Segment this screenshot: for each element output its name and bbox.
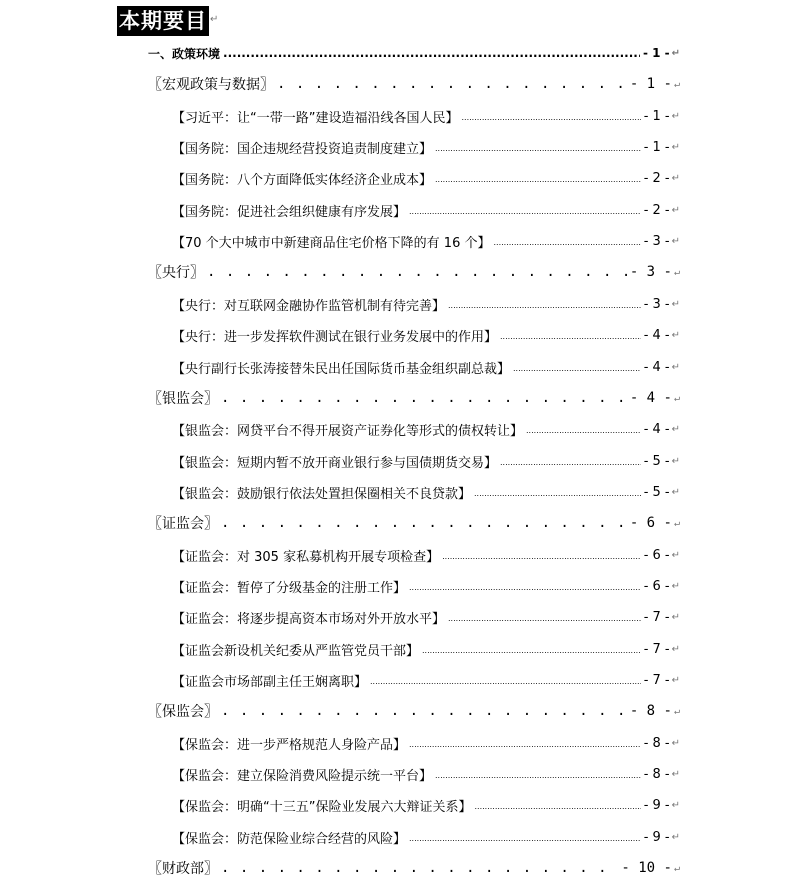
toc-page-number: - 6 - [643, 547, 670, 563]
toc-entry[interactable] [172, 606, 680, 628]
page-title: 本期要目 [117, 6, 209, 36]
dot-leader [409, 830, 641, 845]
paragraph-mark: ↵ [673, 78, 680, 90]
toc-section[interactable] [148, 700, 680, 722]
dot-leader [500, 328, 641, 343]
paragraph-mark: ↵ [671, 172, 680, 184]
toc-page-number: - 1 - [643, 139, 670, 155]
paragraph-mark: ↵ [671, 768, 680, 780]
toc-entry[interactable] [172, 199, 680, 221]
paragraph-mark: ↵ [671, 204, 680, 216]
paragraph-mark: ↵ [210, 14, 219, 25]
toc-page-number: - 3 - [643, 233, 670, 249]
toc-label: 【70 个大中城市中新建商品住宅价格下降的有 16 个】 [172, 235, 491, 251]
dot-leader [435, 171, 641, 186]
toc-page-number: - 10 - [621, 860, 672, 876]
dot-leader [221, 515, 627, 531]
toc-label: 【习近平：让“一带一路”建设造福沿线各国人民】 [172, 110, 459, 126]
paragraph-mark: ↵ [671, 141, 680, 153]
toc-page-number: - 8 - [629, 703, 672, 719]
toc-section[interactable] [148, 73, 680, 95]
toc-page-number: - 4 - [643, 421, 670, 437]
paragraph-mark: ↵ [673, 705, 680, 717]
toc-label: 【保监会：进一步严格规范人身险产品】 [172, 737, 407, 753]
toc-entry[interactable] [172, 324, 680, 346]
toc-page-number: - 7 - [643, 672, 670, 688]
dot-leader [474, 485, 641, 500]
paragraph-mark: ↵ [671, 423, 680, 435]
paragraph-mark: ↵ [671, 831, 680, 843]
paragraph-mark: ↵ [671, 235, 680, 247]
toc-label: 【保监会：防范保险业综合经营的风险】 [172, 831, 407, 847]
paragraph-mark: ↵ [671, 611, 680, 623]
toc-page-number: - 3 - [629, 264, 672, 280]
toc-page-number: - 8 - [643, 766, 670, 782]
toc-label: 〖央行〗 [148, 265, 204, 281]
toc-entry[interactable] [172, 230, 680, 252]
paragraph-mark: ↵ [671, 47, 680, 59]
toc-label: 【国务院：促进社会组织健康有序发展】 [172, 204, 407, 220]
paragraph-mark: ↵ [671, 110, 680, 122]
toc-label: 【证监会：将逐步提高资本市场对外开放水平】 [172, 611, 446, 627]
toc-label: 【证监会新设机关纪委从严监管党员干部】 [172, 643, 420, 659]
toc-label: 〖证监会〗 [148, 516, 218, 532]
dot-leader [461, 109, 640, 124]
toc-entry[interactable] [172, 136, 680, 158]
toc-chapter[interactable] [148, 42, 680, 64]
toc-section[interactable] [148, 261, 680, 283]
dot-leader [409, 203, 641, 218]
dot-leader [409, 579, 641, 594]
dot-leader [221, 390, 627, 406]
toc-entry[interactable] [172, 481, 680, 503]
toc-label: 〖保监会〗 [148, 704, 218, 720]
toc-label: 一、政策环境 [148, 46, 221, 61]
toc-entry[interactable] [172, 293, 680, 315]
dot-leader [442, 548, 641, 563]
paragraph-mark: ↵ [671, 799, 680, 811]
paragraph-mark: ↵ [671, 455, 680, 467]
toc-page-number: - 7 - [643, 609, 670, 625]
toc-entry[interactable] [172, 105, 680, 127]
dot-leader [409, 736, 641, 751]
toc-label: 【国务院：国企违规经营投资追责制度建立】 [172, 141, 433, 157]
toc-page-number: - 8 - [643, 735, 670, 751]
toc-label: 【银监会：鼓励银行依法处置担保圈相关不良贷款】 [172, 486, 472, 502]
dot-leader [221, 860, 618, 876]
toc-label: 〖财政部〗 [148, 861, 218, 877]
toc-label: 【央行副行长张涛接替朱民出任国际货币基金组织副总裁】 [172, 361, 511, 377]
toc-page-number: - 2 - [643, 202, 670, 218]
dot-leader [448, 297, 641, 312]
dot-leader [221, 703, 627, 719]
toc-entry[interactable] [172, 167, 680, 189]
toc-page-number: - 3 - [643, 296, 670, 312]
toc-entry[interactable] [172, 418, 680, 440]
toc-page-number: - 5 - [643, 453, 670, 469]
paragraph-mark: ↵ [671, 486, 680, 498]
dot-leader [493, 234, 640, 249]
dot-leader [370, 673, 641, 688]
toc-entry[interactable] [172, 638, 680, 660]
paragraph-mark: ↵ [673, 266, 680, 278]
toc-entry[interactable] [172, 356, 680, 378]
toc-page-number: - 9 - [643, 797, 670, 813]
toc-label: 【央行：对互联网金融协作监管机制有待完善】 [172, 298, 446, 314]
paragraph-mark: ↵ [671, 737, 680, 749]
dot-leader [448, 610, 641, 625]
toc-entry[interactable] [172, 732, 680, 754]
paragraph-mark: ↵ [673, 392, 680, 404]
paragraph-mark: ↵ [673, 862, 680, 874]
paragraph-mark: ↵ [671, 643, 680, 655]
dot-leader [422, 642, 641, 657]
toc-label: 〖银监会〗 [148, 391, 218, 407]
toc-label: 【银监会：网贷平台不得开展资产证券化等形式的债权转让】 [172, 423, 524, 439]
toc-section[interactable] [148, 512, 680, 534]
toc-page-number: - 1 - [642, 46, 670, 60]
toc-label: 【银监会：短期内暂不放开商业银行参与国债期货交易】 [172, 455, 498, 471]
toc-section[interactable] [148, 387, 680, 409]
toc-entry[interactable] [172, 794, 680, 816]
toc-page-number: - 4 - [629, 390, 672, 406]
paragraph-mark: ↵ [671, 298, 680, 310]
dot-leader [277, 76, 627, 92]
toc-page-number: - 1 - [643, 108, 670, 124]
dot-leader [435, 140, 641, 155]
dot-leader [500, 454, 641, 469]
toc-page-number: - 5 - [643, 484, 670, 500]
toc-page-number: - 4 - [643, 359, 670, 375]
toc-page-number: - 1 - [629, 76, 672, 92]
dot-leader [474, 798, 640, 813]
toc-section[interactable] [148, 857, 680, 879]
toc-page-number: - 6 - [629, 515, 672, 531]
toc-entry[interactable] [172, 826, 680, 848]
toc-entry[interactable] [172, 669, 680, 691]
paragraph-mark: ↵ [671, 549, 680, 561]
toc-page-number: - 2 - [643, 170, 670, 186]
toc-label: 〖宏观政策与数据〗 [148, 77, 274, 93]
toc-entry[interactable] [172, 544, 680, 566]
dot-leader [435, 767, 641, 782]
toc-entry[interactable] [172, 575, 680, 597]
paragraph-mark: ↵ [671, 361, 680, 373]
dot-leader [207, 264, 627, 280]
paragraph-mark: ↵ [673, 517, 680, 529]
paragraph-mark: ↵ [671, 674, 680, 686]
toc-page-number: - 7 - [643, 641, 670, 657]
toc-label: 【证监会市场部副主任王娴离职】 [172, 674, 368, 690]
toc-entry[interactable] [172, 763, 680, 785]
toc-label: 【保监会：明确“十三五”保险业发展六大辩证关系】 [172, 799, 472, 815]
dot-leader [513, 360, 641, 375]
toc-page-number: - 6 - [643, 578, 670, 594]
dot-leader [223, 46, 640, 60]
toc-label: 【央行：进一步发挥软件测试在银行业务发展中的作用】 [172, 329, 498, 345]
paragraph-mark: ↵ [671, 580, 680, 592]
toc-label: 【证监会：暂停了分级基金的注册工作】 [172, 580, 407, 596]
toc-entry[interactable] [172, 450, 680, 472]
toc-label: 【国务院：八个方面降低实体经济企业成本】 [172, 172, 433, 188]
paragraph-mark: ↵ [671, 329, 680, 341]
toc-page-number: - 4 - [643, 327, 670, 343]
toc-label: 【证监会：对 305 家私募机构开展专项检查】 [172, 549, 440, 565]
dot-leader [526, 422, 641, 437]
toc-page-number: - 9 - [643, 829, 670, 845]
toc-label: 【保监会：建立保险消费风险提示统一平台】 [172, 768, 433, 784]
